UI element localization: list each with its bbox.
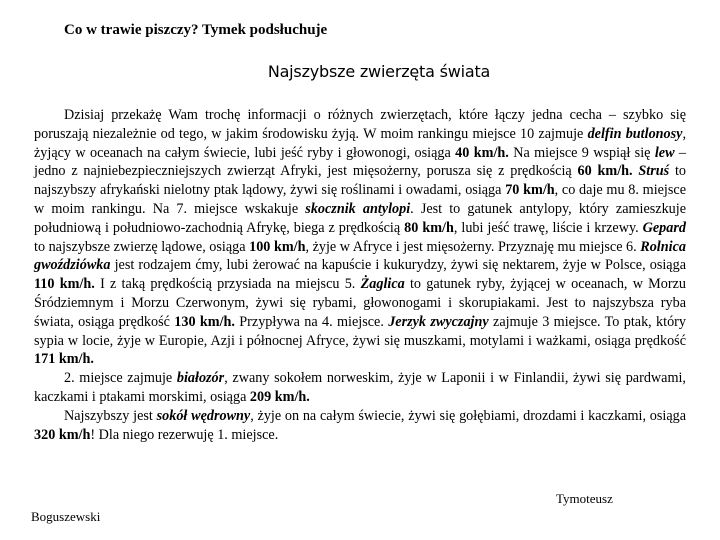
article-title: Najszybsze zwierzęta świata <box>267 62 491 81</box>
speed-value: 40 km/h. <box>455 144 509 161</box>
animal-name: Rolnica gwoździówka <box>34 238 686 274</box>
text-run: , żyje w Afryce i jest mięsożerny. Przyznaję mu miejsce 6. <box>305 238 641 255</box>
speed-value: 171 km/h. <box>34 351 94 368</box>
speed-value: 60 km/h. <box>577 163 633 180</box>
animal-name: skocznik antylopi <box>305 200 411 217</box>
text-run: , żyjący w oceanach na całym świecie, lubi jeść ryby i głowonogi, osiąga <box>34 125 687 161</box>
speed-value: 110 km/h. <box>34 276 95 293</box>
text-run: . Jest to gatunek antylopy, który zamieszkuje południową i południowo-zachodnią Afrykę, biega z prędkością <box>34 200 687 236</box>
text-run: jest rodzajem ćmy, lubi żerować na kapuście i kukurydzy, żywi się nektarem, żyje w Polsce, osiąga <box>110 257 686 274</box>
animal-name: delfin butlonosy <box>587 125 683 142</box>
text-run: – jedno z najniebezpieczniejszych zwierząt Afryki, jest mięsożerny, porusza się z prędkością <box>34 144 686 180</box>
text-run: Przypływa na 4. miejsce. <box>234 313 389 330</box>
text-run: zajmuje 3 miejsce. To ptak, który sypia w locie, żyje w Europie, Azji i północnej Afryce, żywi się muszkami, motylami i ważkami, osiąga prędkość <box>34 313 686 349</box>
animal-name: Jerzyk zwyczajny <box>388 313 489 330</box>
speed-value: 130 km/h. <box>174 313 235 330</box>
article-body <box>34 106 686 444</box>
animal-name: Struś <box>638 163 670 180</box>
text-run: , co daje mu 8. miejsce w moim rankingu. Na 7. miejsce wskakuje <box>34 182 686 217</box>
animal-name: białozór <box>176 370 225 387</box>
text-run: to gatunek ryby, żyjącej w oceanach, w Morzu Śródziemnym i Morzu Czerwonym, żywi się rybami, głowonogami i skorupiakami. Jest to najszybsza ryba świata, osiąga prędkość <box>34 276 687 330</box>
page-header-title: Co w trawie piszczy? Tymek podsłuchuje <box>64 22 328 38</box>
text-run: Najszybszy jest <box>64 407 157 424</box>
text-run: , zwany sokołem norweskim, żyje w Laponii i w Finlandii, żywi się pardwami, kaczkami i ptakami morskimi, osiąga <box>34 370 686 405</box>
text-run: , lubi jeść trawę, liście i krzewy. <box>453 219 643 236</box>
paragraph-ranking-1 <box>34 407 686 445</box>
speed-value: 70 km/h <box>505 182 555 199</box>
text-run: 2. miejsce zajmuje <box>64 370 177 387</box>
author-name: Tymoteusz <box>556 491 613 506</box>
speed-value: 100 km/h <box>249 238 306 255</box>
animal-name: Gepard <box>642 219 686 236</box>
text-run: , żyje on na całym świecie, żywi się gołębiami, drozdami i kaczkami, osiąga <box>250 407 687 424</box>
animal-name: Żaglica <box>360 276 405 293</box>
text-run: Na miejsce 9 wspiął się <box>508 144 655 161</box>
speed-value: 80 km/h <box>404 219 454 236</box>
text-run: ! Dla niego rezerwuję 1. miejsce. <box>90 426 279 443</box>
animal-name: lew <box>654 144 675 161</box>
text-run: to najszybsze zwierzę lądowe, osiąga <box>34 238 250 255</box>
text-run: to najszybszy afrykański nielotny ptak lądowy, żywi się roślinami i owadami, osiąga <box>34 163 686 199</box>
speed-value: 320 km/h <box>34 426 91 443</box>
speed-value: 209 km/h. <box>249 388 310 405</box>
footer-text: Boguszewski <box>31 509 101 524</box>
paragraph-ranking-10-to-3 <box>34 106 686 369</box>
text-run: Dzisiaj przekażę Wam trochę informacji o różnych zwierzętach, które łączy jedna cecha – szybko się poruszają niezależnie od tego, w jakim środowisku żyją. W moim rankingu miejsce 10 zajmuje <box>34 107 686 142</box>
text-run: I z taką prędkością przysiada na miejscu 5. <box>94 276 361 293</box>
paragraph-ranking-2 <box>34 369 686 407</box>
animal-name: sokół wędrowny <box>156 407 251 424</box>
